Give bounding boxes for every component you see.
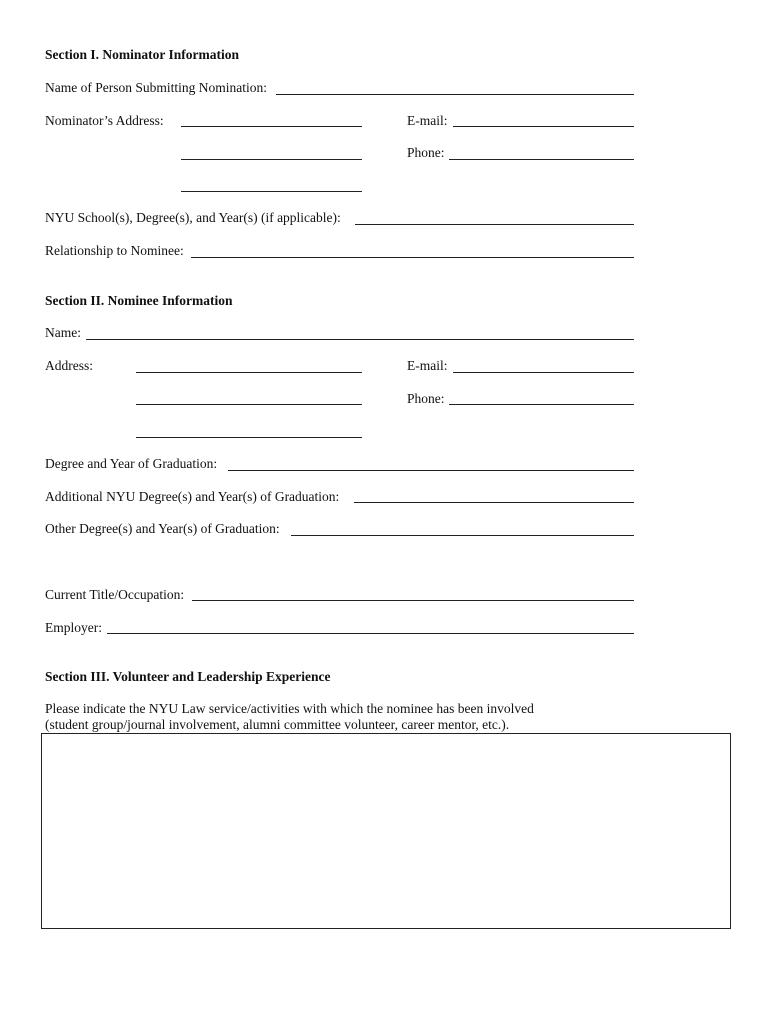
- instruction-line-2: (student group/journal involvement, alumni committee volunteer, career mentor, etc.).: [45, 717, 510, 732]
- degree-label: Degree and Year of Graduation:: [45, 456, 218, 471]
- nominee-address-label: Address:: [45, 358, 93, 373]
- nominator-school-field[interactable]: [355, 224, 634, 225]
- relationship-label: Relationship to Nominee:: [45, 243, 184, 258]
- relationship-field[interactable]: [191, 257, 634, 258]
- nominator-email-field[interactable]: [453, 126, 634, 127]
- additional-degree-field[interactable]: [354, 502, 634, 503]
- title-field[interactable]: [192, 600, 634, 601]
- nominator-address-line-2[interactable]: [181, 159, 362, 160]
- employer-label: Employer:: [45, 620, 102, 635]
- nominee-email-label: E-mail:: [407, 358, 448, 373]
- nominator-address-label: Nominator’s Address:: [45, 113, 164, 128]
- nominee-phone-label: Phone:: [407, 391, 445, 406]
- nominator-email-label: E-mail:: [407, 113, 448, 128]
- nominator-phone-field[interactable]: [449, 159, 634, 160]
- nominee-address-line-2[interactable]: [136, 404, 362, 405]
- instruction-line-1: Please indicate the NYU Law service/activities with which the nominee has been involved: [45, 701, 534, 716]
- nominator-address-line-3[interactable]: [181, 191, 362, 192]
- nominator-school-label: NYU School(s), Degree(s), and Year(s) (if applicable):: [45, 210, 341, 225]
- nominator-name-label: Name of Person Submitting Nomination:: [45, 80, 267, 95]
- nominator-address-line-1[interactable]: [181, 126, 362, 127]
- nominee-address-line-1[interactable]: [136, 372, 362, 373]
- nominee-name-label: Name:: [45, 325, 81, 340]
- nominee-address-line-3[interactable]: [136, 437, 362, 438]
- nominee-phone-field[interactable]: [449, 404, 634, 405]
- nominee-name-field[interactable]: [86, 339, 634, 340]
- section-2-heading: Section II. Nominee Information: [45, 293, 233, 308]
- additional-degree-label: Additional NYU Degree(s) and Year(s) of Graduation:: [45, 489, 340, 504]
- section-3-heading: Section III. Volunteer and Leadership Experience: [45, 669, 331, 684]
- section-1-heading: Section I. Nominator Information: [45, 47, 239, 62]
- nominator-phone-label: Phone:: [407, 145, 445, 160]
- degree-field[interactable]: [228, 470, 634, 471]
- title-label: Current Title/Occupation:: [45, 587, 185, 602]
- other-degree-field[interactable]: [291, 535, 634, 536]
- experience-text-box[interactable]: [41, 733, 731, 929]
- other-degree-label: Other Degree(s) and Year(s) of Graduation:: [45, 521, 280, 536]
- nominator-name-field[interactable]: [276, 94, 634, 95]
- nominee-email-field[interactable]: [453, 372, 634, 373]
- employer-field[interactable]: [107, 633, 634, 634]
